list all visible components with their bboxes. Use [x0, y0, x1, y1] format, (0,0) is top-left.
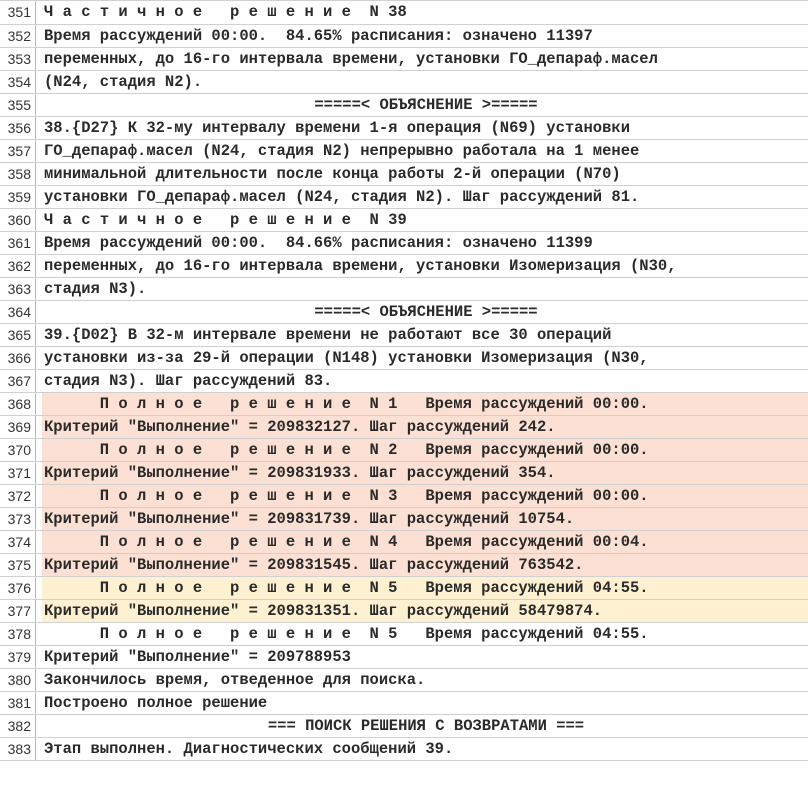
log-text[interactable]: === ПОИСК РЕШЕНИЯ С ВОЗВРАТАМИ ===	[36, 715, 808, 737]
log-text[interactable]: Время рассуждений 00:00. 84.66% расписания: означено 11399	[36, 232, 808, 254]
log-row[interactable]	[0, 439, 808, 462]
log-text[interactable]: установки ГО_депараф.масел (N24, стадия N2). Шаг рассуждений 81.	[36, 186, 808, 208]
log-text[interactable]: Критерий "Выполнение" = 209788953	[36, 646, 808, 668]
log-row[interactable]	[0, 71, 808, 94]
log-text[interactable]: Закончилось время, отведенное для поиска.	[36, 669, 808, 691]
log-text[interactable]: Критерий "Выполнение" = 209831739. Шаг рассуждений 10754.	[36, 508, 808, 530]
line-number: 360	[0, 209, 36, 231]
log-row[interactable]	[0, 117, 808, 140]
line-number: 376	[0, 577, 36, 599]
log-row[interactable]	[0, 531, 808, 554]
line-number: 353	[0, 48, 36, 70]
line-number: 356	[0, 117, 36, 139]
log-text[interactable]: 38.{D27} К 32-му интервалу времени 1-я операция (N69) установки	[36, 117, 808, 139]
log-text[interactable]: П о л н о е р е ш е н и е N 5 Время рассуждений 04:55.	[36, 577, 808, 599]
line-number: 378	[0, 623, 36, 645]
line-number: 381	[0, 692, 36, 714]
log-row[interactable]	[0, 669, 808, 692]
log-text[interactable]: П о л н о е р е ш е н и е N 3 Время рассуждений 00:00.	[36, 485, 808, 507]
log-text[interactable]: Критерий "Выполнение" = 209832127. Шаг рассуждений 242.	[36, 416, 808, 438]
line-number: 379	[0, 646, 36, 668]
log-text[interactable]: Этап выполнен. Диагностических сообщений 39.	[36, 738, 808, 760]
log-text[interactable]: Критерий "Выполнение" = 209831933. Шаг рассуждений 354.	[36, 462, 808, 484]
log-row[interactable]	[0, 48, 808, 71]
line-number: 352	[0, 25, 36, 47]
line-number: 351	[0, 1, 36, 24]
log-row[interactable]	[0, 1, 808, 25]
line-number: 364	[0, 301, 36, 323]
line-number: 358	[0, 163, 36, 185]
log-text[interactable]: стадия N3). Шаг рассуждений 83.	[36, 370, 808, 392]
log-text[interactable]: П о л н о е р е ш е н и е N 2 Время рассуждений 00:00.	[36, 439, 808, 461]
line-number: 380	[0, 669, 36, 691]
log-text[interactable]: П о л н о е р е ш е н и е N 1 Время рассуждений 00:00.	[36, 393, 808, 415]
line-number: 374	[0, 531, 36, 553]
log-row[interactable]	[0, 393, 808, 416]
log-text[interactable]: переменных, до 16-го интервала времени, установки Изомеризация (N30,	[36, 255, 808, 277]
log-text[interactable]: 39.{D02} В 32-м интервале времени не работают все 30 операций	[36, 324, 808, 346]
log-text[interactable]: =====< ОБЪЯСНЕНИЕ >=====	[36, 94, 808, 116]
log-row[interactable]	[0, 692, 808, 715]
line-number: 367	[0, 370, 36, 392]
log-row[interactable]	[0, 94, 808, 117]
log-row[interactable]	[0, 301, 808, 324]
log-row[interactable]	[0, 508, 808, 531]
log-row[interactable]	[0, 370, 808, 393]
log-text[interactable]: стадия N3).	[36, 278, 808, 300]
log-row[interactable]	[0, 577, 808, 600]
line-number: 354	[0, 71, 36, 93]
log-text[interactable]: =====< ОБЪЯСНЕНИЕ >=====	[36, 301, 808, 323]
log-row[interactable]	[0, 600, 808, 623]
log-row[interactable]	[0, 255, 808, 278]
log-row[interactable]	[0, 324, 808, 347]
line-number: 361	[0, 232, 36, 254]
log-row[interactable]	[0, 623, 808, 646]
log-row[interactable]	[0, 715, 808, 738]
log-row[interactable]	[0, 163, 808, 186]
log-text[interactable]: Время рассуждений 00:00. 84.65% расписания: означено 11397	[36, 25, 808, 47]
line-number: 370	[0, 439, 36, 461]
line-number: 368	[0, 393, 36, 415]
line-number: 375	[0, 554, 36, 576]
line-number: 366	[0, 347, 36, 369]
log-row[interactable]	[0, 738, 808, 761]
line-number: 383	[0, 738, 36, 760]
line-number: 372	[0, 485, 36, 507]
log-text[interactable]: (N24, стадия N2).	[36, 71, 808, 93]
log-row[interactable]	[0, 25, 808, 48]
line-number: 371	[0, 462, 36, 484]
line-number: 357	[0, 140, 36, 162]
log-row[interactable]	[0, 416, 808, 439]
line-number: 369	[0, 416, 36, 438]
line-number: 373	[0, 508, 36, 530]
log-row[interactable]	[0, 232, 808, 255]
log-row[interactable]	[0, 554, 808, 577]
line-number: 363	[0, 278, 36, 300]
line-number: 362	[0, 255, 36, 277]
line-number: 359	[0, 186, 36, 208]
log-row[interactable]	[0, 186, 808, 209]
log-row[interactable]	[0, 140, 808, 163]
log-text[interactable]: минимальной длительности после конца работы 2-й операции (N70)	[36, 163, 808, 185]
log-text[interactable]: Критерий "Выполнение" = 209831351. Шаг рассуждений 58479874.	[36, 600, 808, 622]
log-text[interactable]: П о л н о е р е ш е н и е N 5 Время рассуждений 04:55.	[36, 623, 808, 645]
log-text[interactable]: Ч а с т и ч н о е р е ш е н и е N 39	[36, 209, 808, 231]
line-number: 365	[0, 324, 36, 346]
log-text[interactable]: Ч а с т и ч н о е р е ш е н и е N 38	[36, 1, 808, 24]
log-text[interactable]: П о л н о е р е ш е н и е N 4 Время рассуждений 00:04.	[36, 531, 808, 553]
log-row[interactable]	[0, 485, 808, 508]
log-row[interactable]	[0, 278, 808, 301]
log-row[interactable]	[0, 646, 808, 669]
line-number: 377	[0, 600, 36, 622]
line-number: 382	[0, 715, 36, 737]
log-text[interactable]: Построено полное решение	[36, 692, 808, 714]
log-row[interactable]	[0, 462, 808, 485]
log-text[interactable]: переменных, до 16-го интервала времени, установки ГО_депараф.масел	[36, 48, 808, 70]
log-text[interactable]: ГО_депараф.масел (N24, стадия N2) непрерывно работала на 1 менее	[36, 140, 808, 162]
log-row[interactable]	[0, 347, 808, 370]
line-number: 355	[0, 94, 36, 116]
log-text[interactable]: установки из-за 29-й операции (N148) установки Изомеризация (N30,	[36, 347, 808, 369]
log-text[interactable]: Критерий "Выполнение" = 209831545. Шаг рассуждений 763542.	[36, 554, 808, 576]
log-row[interactable]	[0, 209, 808, 232]
